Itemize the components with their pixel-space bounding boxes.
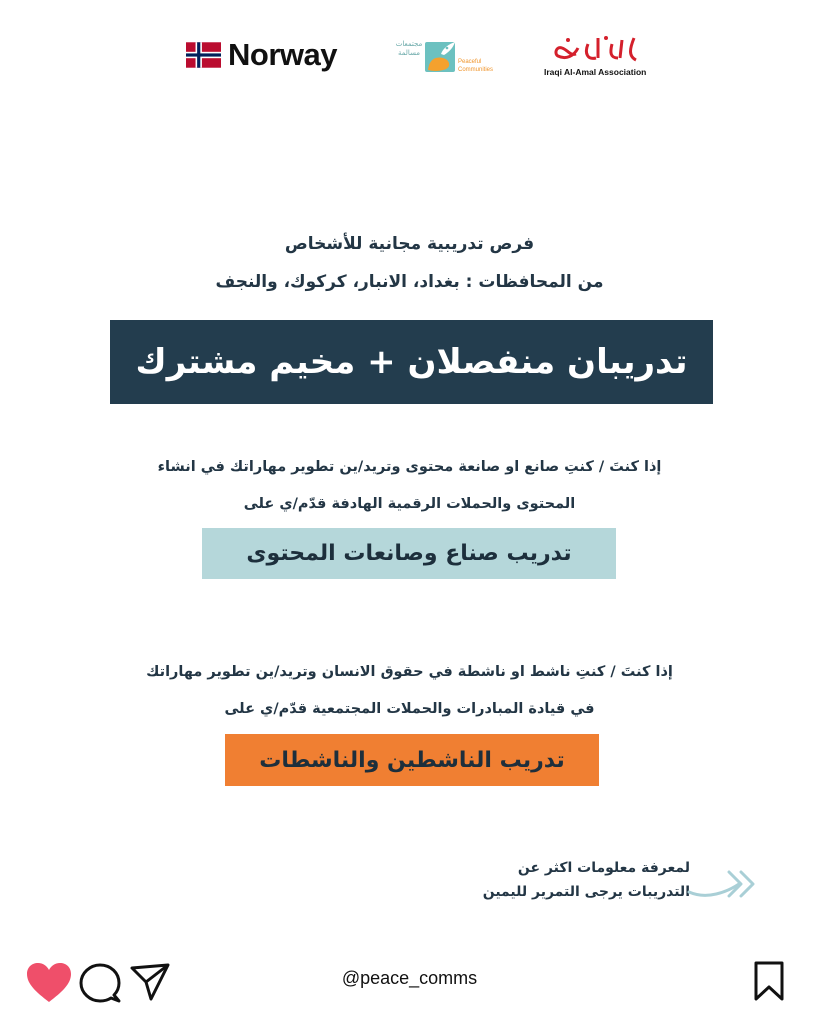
intro-line-1: فرص تدريبية مجانية للأشخاص — [284, 234, 535, 254]
norway-label: Norway — [228, 37, 337, 72]
norway-logo — [186, 39, 337, 71]
creators-description-line-1: إذا كنتَ / كنتِ صانع او صانعة محتوى وتريد/ين تطوير مهاراتك في انشاء — [157, 459, 662, 475]
intro-line-2: من المحافظات : بغداد، الانبار، كركوك، والنجف — [215, 272, 604, 292]
dove-hand-icon — [425, 40, 457, 74]
activists-description-line-2: في قيادة المبادرات والحملات المجتمعية قدّم/ي على — [224, 701, 595, 717]
activists-description-line-1: إذا كنتَ / كنتِ ناشط او ناشطة في حقوق الانسان وتريد/ين تطوير مهاراتك — [146, 664, 673, 680]
logo-bar — [0, 34, 819, 84]
peaceful-communities-arabic: مجتمعات مسالمة — [395, 40, 423, 57]
swipe-arrow-icon[interactable] — [687, 866, 757, 902]
iraqi-al-amal-logo — [544, 34, 647, 78]
peaceful-communities-logo — [392, 38, 502, 78]
bookmark-icon[interactable] — [752, 960, 786, 1002]
more-info-text — [440, 856, 690, 904]
share-icon[interactable] — [129, 962, 171, 1002]
al-amal-calligraphy-icon — [548, 34, 642, 66]
comment-icon[interactable] — [79, 962, 121, 1004]
more-info-line-2: التدريبات يرجى التمرير لليمين — [482, 884, 690, 900]
main-banner: تدريبان منفصلان + مخيم مشترك — [110, 320, 713, 404]
more-info-line-1: لمعرفة معلومات اكثر عن — [517, 860, 690, 876]
activists-training-button[interactable]: تدريب الناشطين والناشطات — [225, 734, 599, 786]
creators-training-button[interactable]: تدريب صناع وصانعات المحتوى — [202, 528, 616, 579]
account-handle[interactable]: @peace_comms — [341, 968, 478, 988]
norway-flag-icon — [186, 42, 221, 68]
peaceful-communities-english: Peaceful Communities — [458, 59, 494, 73]
creators-description-line-2: المحتوى والحملات الرقمية الهادفة قدّم/ي على — [243, 496, 576, 512]
iraqi-al-amal-english: Iraqi Al-Amal Association — [544, 67, 647, 77]
heart-icon[interactable] — [26, 962, 72, 1004]
